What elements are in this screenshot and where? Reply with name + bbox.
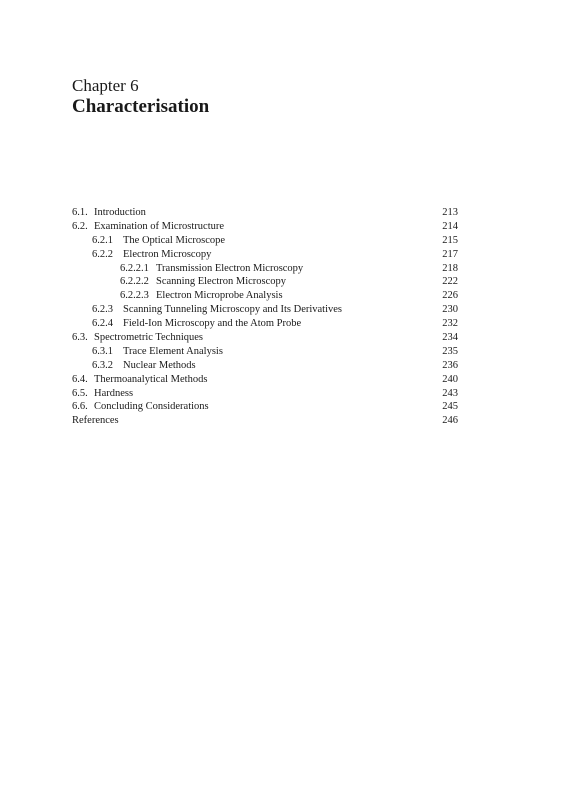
toc-entry-number: 6.2. <box>72 220 88 232</box>
toc-entry-page: 230 <box>442 304 458 316</box>
toc-entry-page: 243 <box>442 387 458 399</box>
toc-entry-number: 6.4. <box>72 373 88 385</box>
toc-entry-number: 6.2.2.1 <box>120 262 149 274</box>
toc-entry <box>72 275 458 289</box>
toc-entry-title: Trace Element Analysis <box>123 345 223 357</box>
toc-entry <box>72 289 458 303</box>
toc-entry <box>72 387 458 401</box>
chapter-label: Chapter 6 <box>72 76 139 95</box>
toc-entry <box>72 400 458 414</box>
toc-entry-title: Spectrometric Techniques <box>94 332 203 344</box>
toc-entry-title: Scanning Electron Microscopy <box>156 276 287 288</box>
table-of-contents <box>72 206 458 428</box>
toc-entry-page: 246 <box>442 415 458 427</box>
toc-entry <box>72 373 458 387</box>
toc-entry <box>72 303 458 317</box>
toc-entry-page: 245 <box>442 401 458 413</box>
toc-entry-page: 236 <box>442 359 458 371</box>
toc-entry <box>72 414 458 428</box>
toc-entry-page: 234 <box>442 332 458 344</box>
toc-entry-title: The Optical Microscope <box>123 234 226 246</box>
toc-entry-number: 6.2.2 <box>92 248 113 260</box>
toc-entry-number: 6.1. <box>72 207 88 218</box>
toc-entry-number: 6.2.4 <box>92 318 113 330</box>
toc-entry-page: 232 <box>442 318 458 330</box>
toc-entry-title: Transmission Electron Microscopy <box>156 262 304 274</box>
toc-entry-title: Electron Microprobe Analysis <box>156 290 283 302</box>
toc-entry-page: 217 <box>442 248 458 260</box>
toc-entry-page: 213 <box>442 207 458 218</box>
toc-entry-title: Thermoanalytical Methods <box>94 373 208 385</box>
toc-entry <box>72 248 458 262</box>
toc-entry-page: 214 <box>442 220 458 232</box>
toc-entry-title: References <box>72 415 119 427</box>
toc-entry-number: 6.5. <box>72 387 88 399</box>
toc-entry-title: Hardness <box>94 387 134 399</box>
toc-entry <box>72 345 458 359</box>
toc-entry-page: 240 <box>442 373 458 385</box>
toc-entry-number: 6.2.3 <box>92 304 113 316</box>
toc-entry-number: 6.3.1 <box>92 345 113 357</box>
toc-entry-title: Concluding Considerations <box>94 401 209 413</box>
toc-entry-page: 235 <box>442 345 458 357</box>
toc-entry <box>72 234 458 248</box>
toc-entry-number: 6.2.2.3 <box>120 290 149 302</box>
toc-entry-number: 6.2.2.2 <box>120 276 149 288</box>
toc-entry-page: 226 <box>442 290 458 302</box>
toc-entry-page: 218 <box>442 262 458 274</box>
toc-entry-number: 6.6. <box>72 401 88 413</box>
toc-entry-title: Electron Microscopy <box>123 248 212 260</box>
toc-entry-title: Field-Ion Microscopy and the Atom Probe <box>123 318 302 330</box>
toc-entry <box>72 220 458 234</box>
toc-entry <box>72 359 458 373</box>
toc-entry-number: 6.3. <box>72 332 88 344</box>
toc-entry-page: 215 <box>442 234 458 246</box>
toc-entry-number: 6.2.1 <box>92 234 113 246</box>
toc-entry-number: 6.3.2 <box>92 359 113 371</box>
chapter-title: Characterisation <box>72 96 210 117</box>
toc-entry-title: Introduction <box>94 207 146 218</box>
toc-entry <box>72 206 458 220</box>
toc-entry-title: Scanning Tunneling Microscopy and Its Derivatives <box>123 304 343 316</box>
toc-entry-title: Examination of Microstructure <box>94 220 225 232</box>
toc-entry-title: Nuclear Methods <box>123 359 196 371</box>
toc-entry-page: 222 <box>442 276 458 288</box>
toc-entry <box>72 262 458 276</box>
toc-entry <box>72 331 458 345</box>
toc-entry <box>72 317 458 331</box>
